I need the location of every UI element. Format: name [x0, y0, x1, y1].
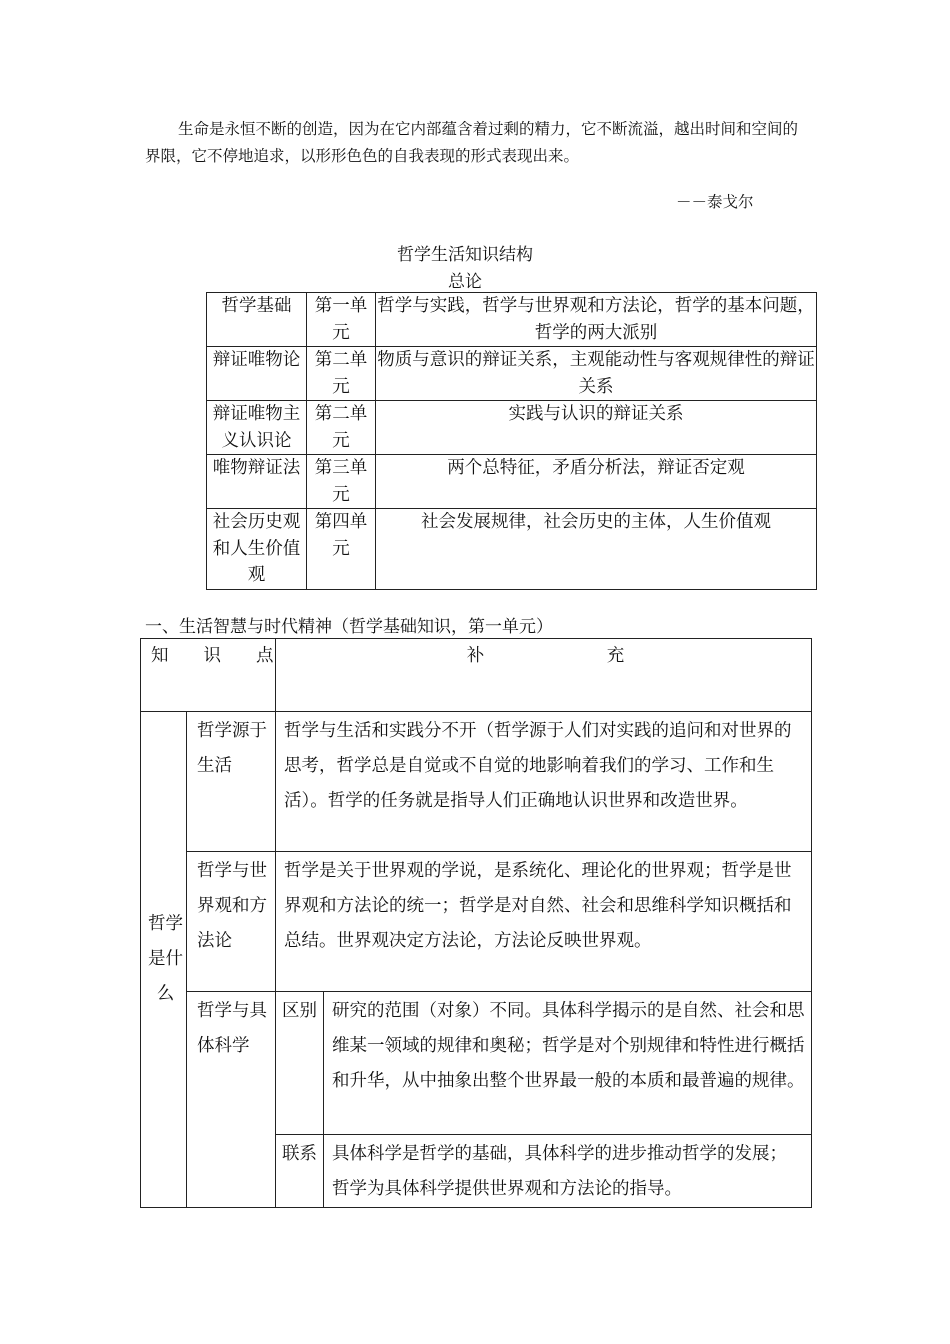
- table-header-row: [141, 639, 812, 712]
- table-row: [207, 509, 817, 590]
- table-row: [207, 347, 817, 401]
- row-content: 哲学是关于世界观的学说，是系统化、理论化的世界观；哲学是世界观和方法论的统一；哲学是对自然、社会和思维科学知识概括和总结。世界观决定方法论，方法论反映世界观。: [276, 852, 812, 992]
- table-row: [207, 455, 817, 509]
- overview-unit: 第二单元: [307, 401, 376, 455]
- overview-topic: 辩证唯物主义认识论: [207, 401, 307, 455]
- overview-topic: 唯物辩证法: [207, 455, 307, 509]
- overview-content: 哲学与实践，哲学与世界观和方法论，哲学的基本问题，哲学的两大派别: [376, 293, 817, 347]
- table-row: [141, 992, 812, 1135]
- overview-unit: 第四单元: [307, 509, 376, 590]
- table-row: [141, 712, 812, 852]
- page-title: 哲学生活知识结构: [397, 245, 533, 265]
- overview-unit: 第三单元: [307, 455, 376, 509]
- overview-table: [206, 292, 817, 590]
- overview-topic: 社会历史观和人生价值观: [207, 509, 307, 590]
- group-label: 哲学是什么: [141, 712, 187, 1208]
- row-topic: 哲学与世界观和方法论: [187, 852, 276, 992]
- row-content: 哲学与生活和实践分不开（哲学源于人们对实践的追问和对世界的思考，哲学总是自觉或不自觉的地影响着我们的学习、工作和生活）。哲学的任务就是指导人们正确地认识世界和改造世界。: [276, 712, 812, 852]
- knowledge-table: [140, 638, 812, 1208]
- overview-content: 实践与认识的辩证关系: [376, 401, 817, 455]
- quote-attribution: －－泰戈尔: [676, 193, 754, 211]
- sub-content: 具体科学是哲学的基础，具体科学的进步推动哲学的发展； 哲学为具体科学提供世界观和方法论的指导。: [324, 1135, 812, 1208]
- overview-topic: 哲学基础: [207, 293, 307, 347]
- row-topic: 哲学源于生活: [187, 712, 276, 852]
- header-knowledge-point: 知 识 点: [141, 639, 276, 712]
- overview-content: 两个总特征，矛盾分析法，辩证否定观: [376, 455, 817, 509]
- sub-label: 区别: [276, 992, 324, 1135]
- row-topic: 哲学与具体科学: [187, 992, 276, 1208]
- table-row: [141, 852, 812, 992]
- overview-content: 物质与意识的辩证关系，主观能动性与客观规律性的辩证关系: [376, 347, 817, 401]
- page-subtitle: 总论: [448, 272, 482, 292]
- section-heading: 一、生活智慧与时代精神（哲学基础知识，第一单元）: [145, 617, 553, 637]
- overview-content: 社会发展规律，社会历史的主体，人生价值观: [376, 509, 817, 590]
- quote-text: 生命是永恒不断的创造，因为在它内部蕴含着过剩的精力，它不断流溢，越出时间和空间的界限，它不停地追求，以形形色色的自我表现的形式表现出来。: [145, 120, 799, 165]
- header-supplement: 补 充: [276, 639, 812, 712]
- overview-unit: 第二单元: [307, 347, 376, 401]
- overview-topic: 辩证唯物论: [207, 347, 307, 401]
- sub-label: 联系: [276, 1135, 324, 1208]
- overview-unit: 第一单元: [307, 293, 376, 347]
- sub-content: 研究的范围（对象）不同。具体科学揭示的是自然、社会和思维某一领域的规律和奥秘；哲学是对个别规律和特性进行概括和升华，从中抽象出整个世界最一般的本质和最普遍的规律。: [324, 992, 812, 1135]
- table-row: [207, 293, 817, 347]
- table-row: [207, 401, 817, 455]
